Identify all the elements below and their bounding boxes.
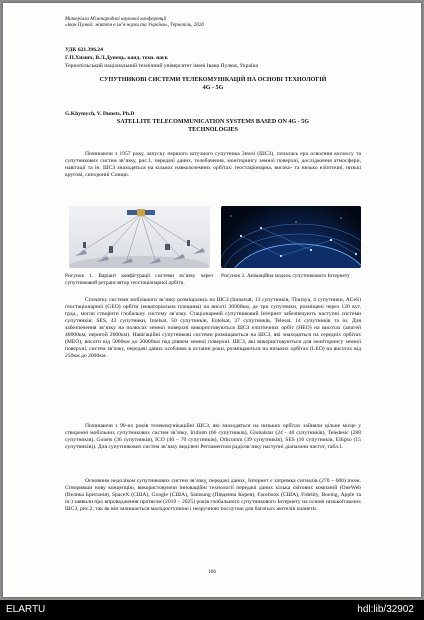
conference-line-2: «Іван Пулюй: життя в ім’я науки та України», Тернопіль, 2020 [65, 22, 204, 29]
title-en-line-2: TECHNOLOGIES [188, 126, 238, 133]
satellite-icon [127, 209, 155, 216]
figure-1-caption: Рисунок 1. Варіант конфігурації системи зв’язку через супутниковий ретранслятор геостаціонарної орбіти. [65, 273, 213, 286]
authors-en: G.Khymych, V. Dunets, Ph.D [65, 111, 135, 117]
paragraph-intro: Починаючи з 1957 року, запуску першого штучного супутника Землі (ШСЗ), почалась ера освоєння космосу та супутникових систем зв’язку, рис.1, передачі даних, телебачення, моніторингу земної поверхні, дослідження атмосфери, навігації та ін. ШСЗ знаходяться на кількох навколоземних орбітах: геостаціонарна, високо- та низько еліптичні, низькі кругові, синхронні Сонцю. [65, 151, 361, 179]
handle-identifier: hdl:lib/32902 [357, 604, 414, 615]
authors-ua: Г.П.Химич, В.Л.Дунець, канд. техн. наук [65, 55, 168, 61]
figure-2-caption: Рисунок 2. Анімаційна модель супутникового Інтернету [221, 273, 350, 279]
paragraph-orbits: Спочатку системи мобільного зв’язку розміщались на ШСЗ (Inmarsat, 13 супутників, Thuraya, 4 супутники, ACeS) геостаціонарної (GEO) орбіти (екваторіальна площина) на висоті 36000км, де три супутники, розміщені через 120 кут. град., могли створити глобальну систему зв’язку. Стаціонарний супутниковий Інтернет забезпечують наступні системи супутників: SES, 43 супутники, Intelsat, 50 супутників, Eutelsat, 37 супутників, Telesat, 14 супутників та ін. Для забезпечення зв’язку на полюсах земної поверхні використовуються ШСЗ еліптичних орбіт (HEO) на висотах (апогей 40000км, перигей 2000км). Навігаційні супутникові системи розміщаються на ШСЗ, які знаходяться на середніх орбітах (MEO), висоти від 5000км до 20000км над рівнем земної поверхні. ШСЗ, які використовуються для моніторингу земної поверхні, систем зв’язку, передачі даних особливо в останні роки, розміщаються на низьких орбітах (LEO) на висотах від 250км до 2000км. [65, 297, 361, 360]
title-ua-line-2: 4G - 5G [202, 84, 224, 91]
figure-2-satellite-internet [221, 206, 361, 268]
figure-1-illustration [69, 206, 210, 268]
repository-label: ELARTU [6, 604, 46, 615]
figure-2-illustration [221, 206, 361, 268]
document-page [3, 3, 421, 597]
conference-header [65, 16, 365, 29]
paragraph-global-internet: Основним недоліком супутникових систем зв’язку, передачі даних, Інтернет є затримка сигналів (270 – 600) mсек. Створивши нову концепцію, використовуючи інноваційні технології передачі даних кілька світових компаній (OneWeb (Велика Британія), SpaceX (США), Google (США), Samsung (Південна Корея), Facebook (США), Fidelity, Boeing, Apple та ін.) заявили про впровадження протягом (2019 – 2025) років глобального супутникового Інтернету на основі низькоїтаючих ШСЗ, рис.2, так як він залишається малодоступною і незручною послугою для багатьох жителів планети. [65, 478, 361, 513]
paragraph-leo-systems: Починаючи з 90-их років телекомунікаційні ШСЗ, які знаходяться на низьких орбітах зайняли цільне місце у створенні мобільних супутникових систем зв’язку, Iridium (66 супутників), Globalstar (24 - 48 супутників), Teledesic (288 супутників), Gonets (36 супутників), ICO (40 – 70 супутників), Orbcomm (39 супутників), SES (16 супутників, Ellipso (15 супутників)). Для супутникових систем зв’язку виділені Регламентом радіозв’язку наступні діапазони частот, табл.1. [65, 423, 361, 451]
title-en [65, 119, 361, 135]
page-number: 106 [207, 569, 217, 575]
title-en-line-1: SATELLITE TELECOMMUNICATION SYSTEMS BASED ON 4G - 5G [116, 119, 310, 125]
figure-1-satellite-network [69, 206, 210, 268]
conference-line-1: Матеріали Міжнародної наукової конференції [65, 16, 167, 22]
udc-code: УДК 621.396.24 [65, 47, 104, 53]
title-ua [65, 77, 361, 93]
viewer-footer-bar [0, 600, 424, 620]
title-ua-line-1: СУПУТНИКОВІ СИСТЕМИ ТЕЛЕКОМУНІКАЦІЙ НА ОСНОВІ ТЕХНОЛОГІЙ [99, 77, 327, 83]
affiliation-ua: Тернопільський національний технічний університет імені Івана Пулюя, Україна [65, 63, 258, 69]
